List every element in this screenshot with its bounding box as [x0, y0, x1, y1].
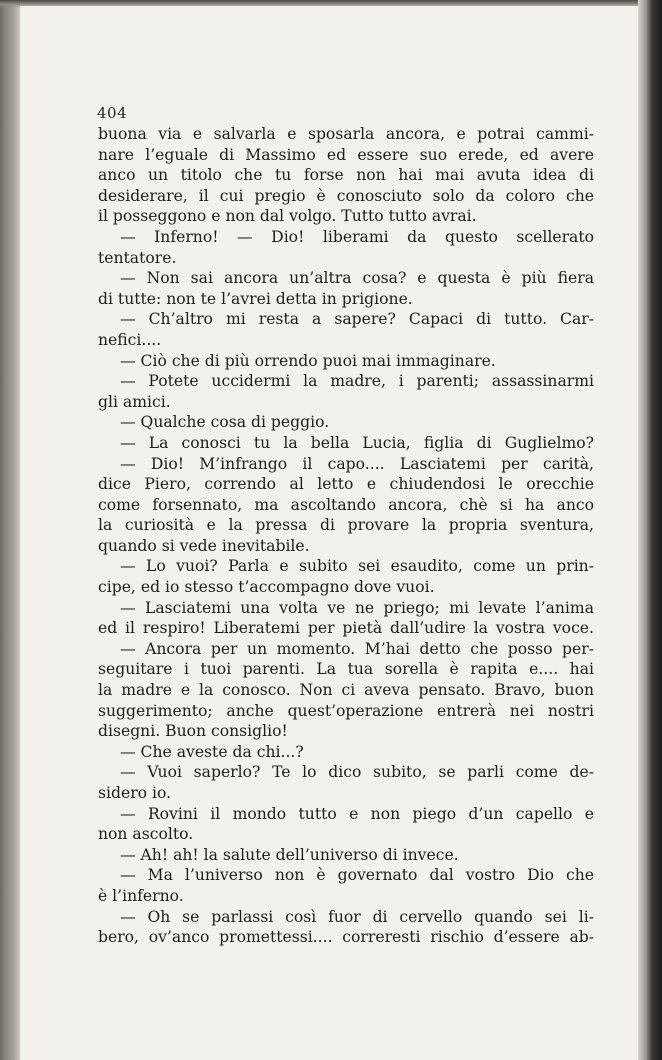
book-gutter-shadow [0, 0, 20, 1060]
text-line: — Lo vuoi? Parla e subito sei esaudito, come un prin- [120, 557, 594, 576]
text-line: — Oh se parlassi così fuor di cervello quando sei li- [120, 907, 594, 926]
text-line: — La conosci tu la bella Lucia, figlia di Guglielmo? [120, 433, 594, 452]
text-line: nefici.... [98, 330, 162, 349]
text-line: disegni. Buon consiglio! [98, 722, 288, 741]
text-line: la madre e la conosco. Non ci aveva pensato. Bravo, buon [98, 681, 594, 700]
text-line: — Ancora per un momento. M’hai detto che posso per- [120, 639, 594, 658]
text-line: è l’inferno. [98, 886, 184, 905]
text-line: — Vuoi saperlo? Te lo dico subito, se parli come de- [120, 763, 594, 782]
text-line: — Potete uccidermi la madre, i parenti; assassinarmi [120, 372, 594, 391]
text-line: — Non sai ancora un’altra cosa? e questa è più fiera [120, 269, 594, 288]
text-line: anco un titolo che tu forse non hai mai avuta idea di [98, 166, 594, 185]
text-line: — Inferno! — Dio! liberami da questo scellerato [120, 227, 594, 246]
text-line: — Ch’altro mi resta a sapere? Capaci di tutto. Car- [120, 310, 594, 329]
text-line: tentatore. [98, 248, 177, 267]
text-line: — Ma l’universo non è governato dal vostro Dio che [120, 866, 594, 885]
text-line: — Dio! M’infrango il capo.... Lasciatemi per carità, [120, 454, 594, 473]
text-line: di tutte: non te l’avrei detta in prigione. [98, 289, 413, 308]
text-line: sidero io. [98, 784, 172, 802]
text-line: — Lasciatemi una volta ve ne priego; mi levate l’anima [120, 598, 594, 617]
text-line: buona via e salvarla e sposarla ancora, e potrai cammi- [98, 125, 594, 143]
text-line: suggerimento; anche quest’operazione entrerà nei nostri [98, 701, 594, 720]
text-line: — Che aveste da chi...? [120, 742, 304, 761]
body-text [98, 124, 594, 948]
text-line: quando si vede inevitabile. [98, 536, 310, 555]
text-line: dice Piero, correndo al letto e chiudendosi le orecchie [98, 475, 594, 494]
page-number: 404 [97, 104, 128, 122]
text-line: — Ciò che di più orrendo puoi mai immaginare. [120, 351, 496, 370]
text-line: non ascolto. [98, 825, 194, 844]
right-edge-shadow [638, 0, 662, 1060]
text-line: — Qualche cosa di peggio. [120, 413, 330, 432]
text-line: ed il respiro! Liberatemi per pietà dall’udire la vostra voce. [98, 619, 594, 638]
text-line: seguitare i tuoi parenti. La tua sorella è rapita e.... hai [98, 660, 594, 679]
text-line: cipe, ed io stesso t’accompagno dove vuoi. [98, 578, 435, 597]
text-line: — Rovini il mondo tutto e non piego d’un capello e [120, 804, 594, 823]
text-line: gli amici. [98, 392, 171, 411]
text-line: — Ah! ah! la salute dell’universo di invece. [120, 845, 459, 864]
text-line: come forsennato, ma ascoltando ancora, chè si ha anco [98, 495, 594, 514]
text-line: desiderare, il cui pregio è conosciuto solo da coloro che [98, 186, 594, 205]
text-line: bero, ov’anco promettessi.... correresti rischio d’essere ab- [98, 928, 594, 947]
text-line: la curiosità e la pressa di provare la propria sventura, [98, 516, 594, 535]
text-line: nare l’eguale di Massimo ed essere suo erede, ed avere [98, 145, 594, 164]
text-line: il posseggono e non dal volgo. Tutto tutto avrai. [98, 207, 477, 226]
